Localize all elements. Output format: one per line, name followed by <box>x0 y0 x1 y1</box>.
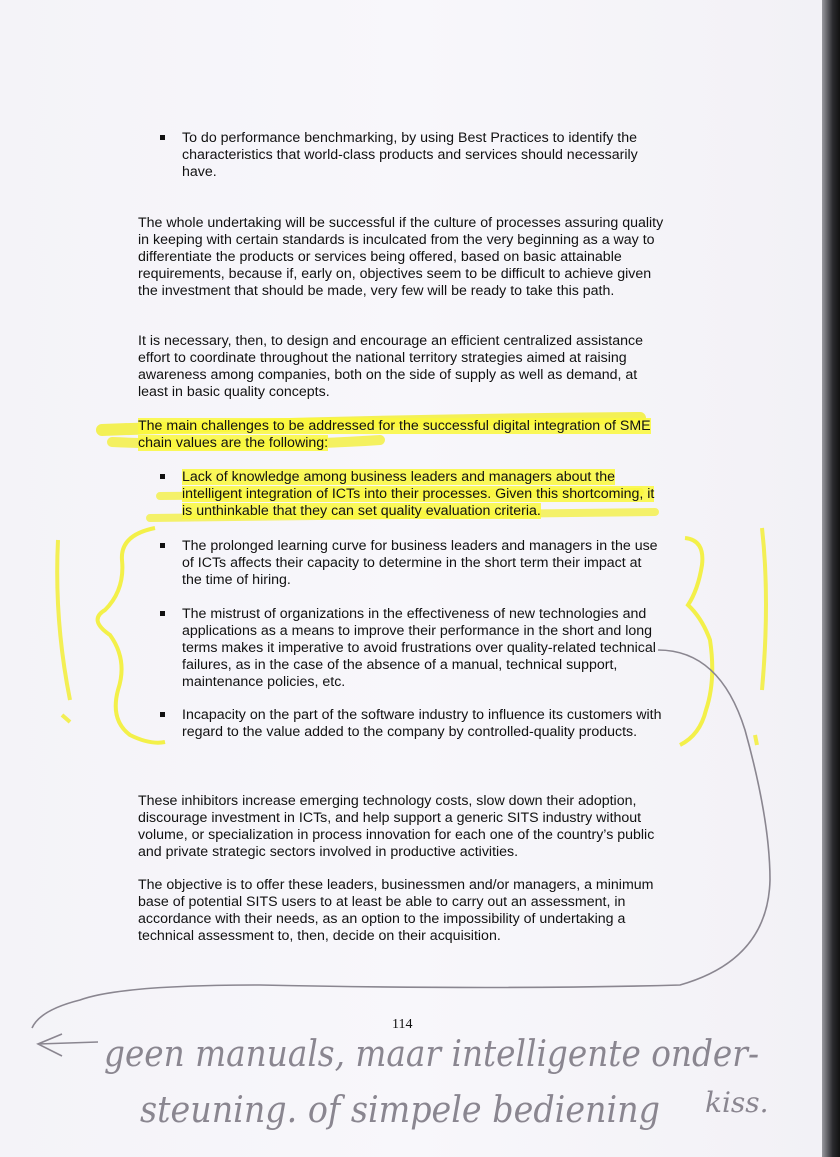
highlighted-text: Lack of knowledge among business leaders and managers about the intelligent integration of ICTs into their processes. Given this shortcoming, it is unthinkable that they can set quality evaluation criteria. <box>182 469 655 519</box>
paragraph-inhibitors: These inhibitors increase emerging technology costs, slow down their adoption, discourage investment in ICTs, and help support a generic SITS industry without volume, or specialization in process innovation for each one of the country’s public and private strategic sectors involved in productive activities. <box>138 793 655 860</box>
bullet-incapacity: Incapacity on the part of the software industry to influence its customers with regard to the value added to the company by controlled-quality products. <box>182 707 662 741</box>
page-number: 114 <box>392 1017 413 1032</box>
paragraph-undertaking: The whole undertaking will be successful if the culture of processes assuring quality in keeping with certain standards is inculcated from the very beginning as a way to differentiate the products or services being offered, based on basic attainable requirements, because if, early on, objectives seem to be difficult to achieve given the investment that should be made, very few will be ready to take this path. <box>138 215 664 299</box>
handwriting-line-2: steuning. of simpele bediening <box>140 1090 660 1131</box>
pencil-arrowhead <box>38 1034 98 1056</box>
highlighted-text: The main challenges to be addressed for the successful digital integration of SME chain values are the following: <box>138 418 651 451</box>
paragraph-objective: The objective is to offer these leaders, businessmen and/or managers, a minimum base of potential SITS users to at least be able to carry out an assessment, in accordance with their needs, as an option to the impossibility of undertaking a technical assessment to, then, decide on their acquisition. <box>138 877 654 944</box>
handwriting-line-1: geen manuals, maar intelligente onder- <box>104 1034 759 1075</box>
bullet-mistrust: The mistrust of organizations in the effectiveness of new technologies and applications as a means to improve their performance in the short and long terms makes it imperative to avoid frustrations over quality-related technical failures, as in the case of the absence of a manual, technical support, maintenance policies, etc. <box>182 606 662 691</box>
bullet-learning-curve: The prolonged learning curve for business leaders and managers in the use of ICTs affects their capacity to determine in the short term their impact at the time of hiring. <box>182 538 662 589</box>
handwriting-kiss: kiss. <box>705 1086 769 1119</box>
paragraph-centralized-assistance: It is necessary, then, to design and encourage an efficient centralized assistance effort to coordinate throughout the national territory strategies aimed at raising awareness among companies, both on the side of supply as well as demand, at least in basic quality concepts. <box>138 333 644 400</box>
bullet-benchmarking: To do performance benchmarking, by using Best Practices to identify the characteristics that world-class products and services should necessarily have. <box>182 130 662 181</box>
